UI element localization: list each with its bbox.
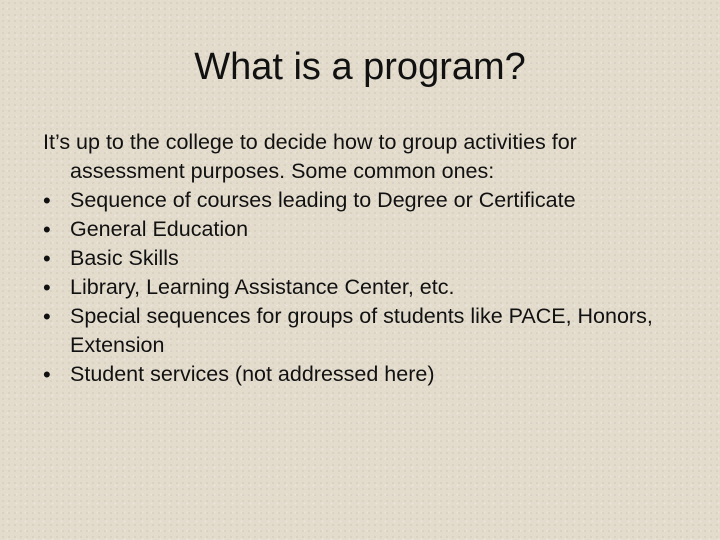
bullet-item — [43, 273, 693, 302]
bullet-item — [43, 215, 693, 244]
bullet-text: Sequence of courses leading to Degree or Certificate — [70, 188, 576, 212]
bullet-item — [43, 244, 693, 273]
slide-title: What is a program? — [194, 46, 526, 88]
bullet-item — [43, 302, 693, 360]
intro-text: It’s up to the college to decide how to group activities for assessment purposes. Some common ones: — [43, 130, 577, 183]
bullet-text: Student services (not addressed here) — [70, 362, 435, 386]
bullet-list — [43, 186, 693, 389]
bullet-text: Basic Skills — [70, 246, 179, 270]
bullet-item — [43, 360, 693, 389]
bullet-text: Special sequences for groups of students like PACE, Honors, Extension — [70, 304, 653, 357]
bullet-text: Library, Learning Assistance Center, etc. — [70, 275, 455, 299]
bullet-text: General Education — [70, 217, 249, 241]
slide-body — [43, 128, 693, 389]
bullet-item — [43, 186, 693, 215]
